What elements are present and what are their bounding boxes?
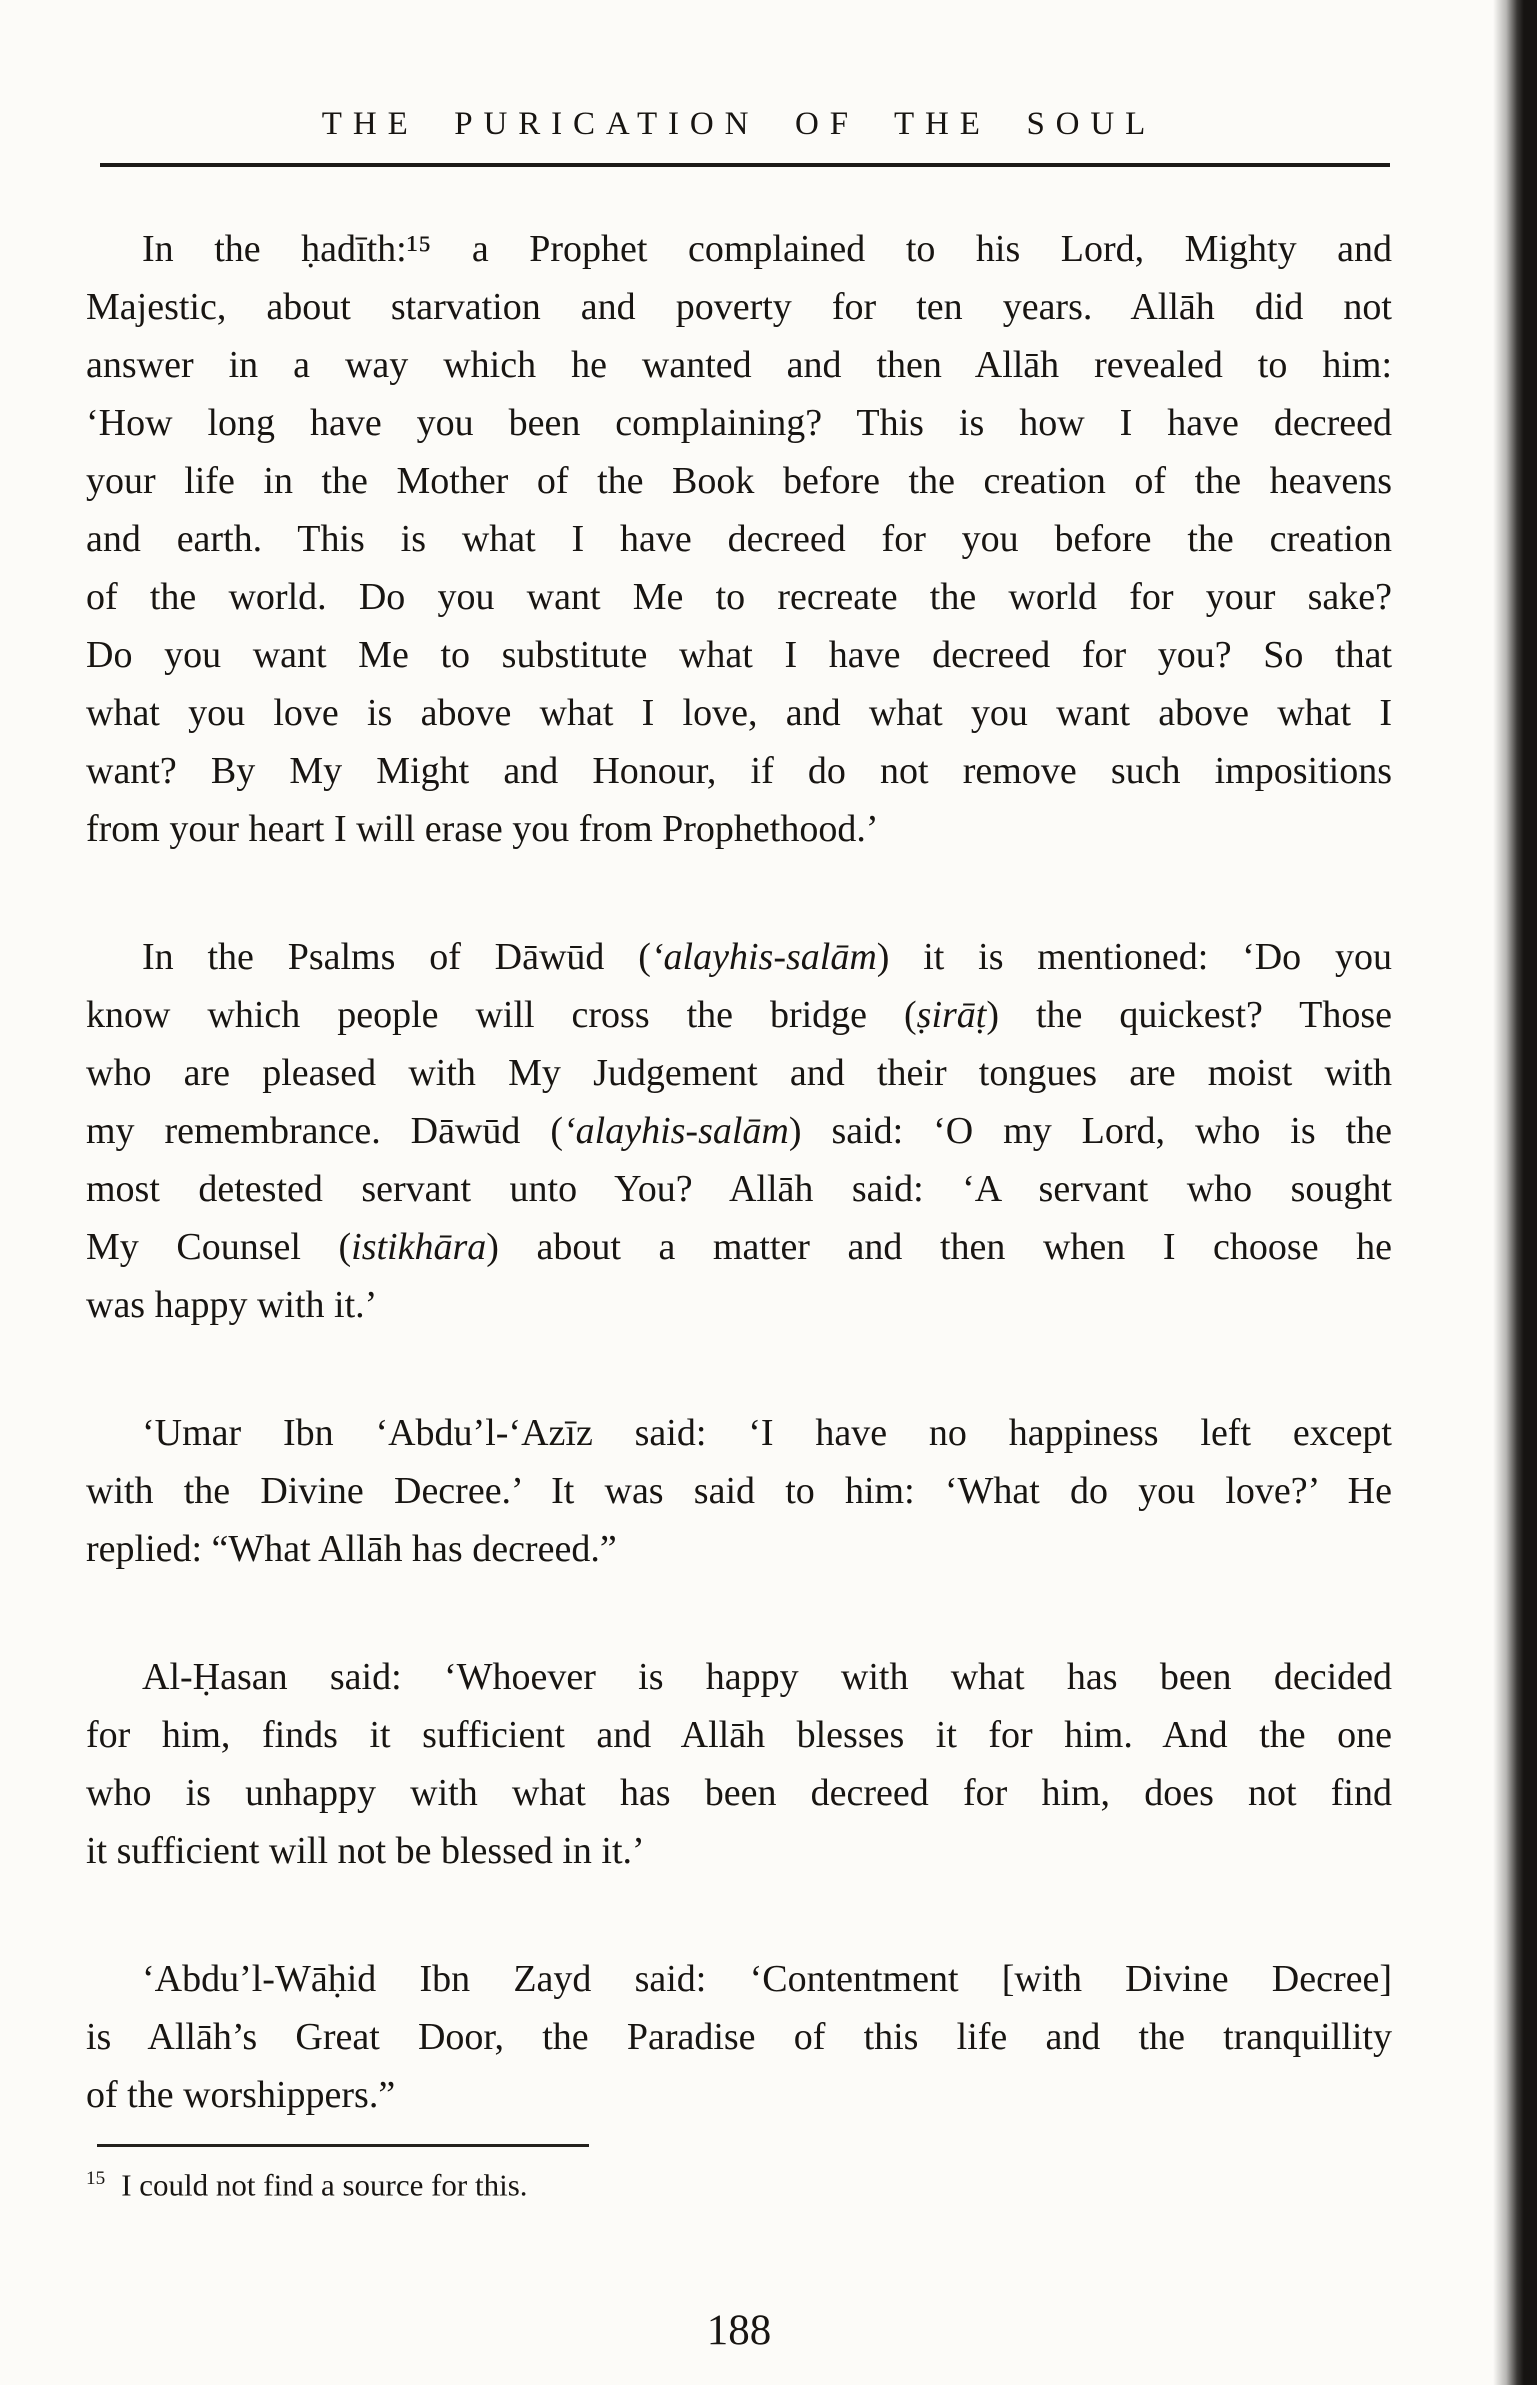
text-line: ‘Umar Ibn ‘Abdu’l-‘Azīz said: ‘I have no happiness left except <box>142 1412 1392 1454</box>
text-line: with the Divine Decree.’ It was said to him: ‘What do you love?’ He <box>86 1470 1392 1512</box>
paragraph <box>86 220 1392 858</box>
text-line: of the worshippers.” <box>86 2074 396 2116</box>
text-line: My Counsel (istikhāra) about a matter and then when I choose he <box>86 1226 1392 1268</box>
scan-gutter-shadow <box>1493 0 1537 2385</box>
text-line: who is unhappy with what has been decreed for him, does not find <box>86 1772 1392 1814</box>
footnote-text: I could not find a source for this. <box>121 2167 528 2203</box>
paragraph <box>86 1404 1392 1578</box>
text-line: ‘How long have you been complaining? This is how I have decreed <box>86 402 1392 444</box>
text-line: who are pleased with My Judgement and their tongues are moist with <box>86 1052 1392 1094</box>
text-line: from your heart I will erase you from Prophethood.’ <box>86 808 879 850</box>
text-line: was happy with it.’ <box>86 1284 378 1326</box>
paragraph <box>86 1950 1392 2124</box>
text-line: replied: “What Allāh has decreed.” <box>86 1528 617 1570</box>
text-line: know which people will cross the bridge (ṣirāṭ) the quickest? Those <box>86 994 1393 1036</box>
footnote-rule <box>97 2144 589 2147</box>
paragraph <box>86 928 1392 1334</box>
text-line: of the world. Do you want Me to recreate the world for your sake? <box>86 576 1392 618</box>
text-line: Al-Ḥasan said: ‘Whoever is happy with what has been decided <box>142 1656 1392 1698</box>
text-line: Majestic, about starvation and poverty for ten years. Allāh did not <box>86 286 1392 328</box>
text-line: is Allāh’s Great Door, the Paradise of this life and the tranquillity <box>86 2016 1392 2058</box>
text-line: what you love is above what I love, and what you want above what I <box>86 692 1392 734</box>
body-text <box>86 220 1392 2124</box>
text-line: answer in a way which he wanted and then Allāh revealed to him: <box>86 344 1392 386</box>
text-line: ‘Abdu’l-Wāḥid Ibn Zayd said: ‘Contentment [with Divine Decree] <box>142 1958 1392 2000</box>
text-line: my remembrance. Dāwūd (‘alayhis-salām) said: ‘O my Lord, who is the <box>86 1110 1393 1152</box>
text-line: it sufficient will not be blessed in it.’ <box>86 1830 645 1872</box>
text-line: In the Psalms of Dāwūd (‘alayhis-salām) it is mentioned: ‘Do you <box>142 936 1392 978</box>
header-rule <box>100 163 1390 167</box>
text-line: for him, finds it sufficient and Allāh blesses it for him. And the one <box>86 1714 1392 1756</box>
text-line: and earth. This is what I have decreed for you before the creation <box>86 518 1392 560</box>
text-line: most detested servant unto You? Allāh said: ‘A servant who sought <box>86 1168 1392 1210</box>
page-number: 188 <box>706 2307 772 2354</box>
text-line: Do you want Me to substitute what I have decreed for you? So that <box>86 634 1392 676</box>
text-line: your life in the Mother of the Book before the creation of the heavens <box>86 460 1392 502</box>
footnote <box>86 2158 1392 2206</box>
text-line: want? By My Might and Honour, if do not remove such impositions <box>86 750 1392 792</box>
page-header-title: THE PURICATION OF THE SOUL <box>321 106 1157 142</box>
text-line: In the ḥadīth:¹⁵ a Prophet complained to his Lord, Mighty and <box>142 228 1392 270</box>
footnote-marker: 15 <box>86 2168 106 2189</box>
paragraph <box>86 1648 1392 1880</box>
